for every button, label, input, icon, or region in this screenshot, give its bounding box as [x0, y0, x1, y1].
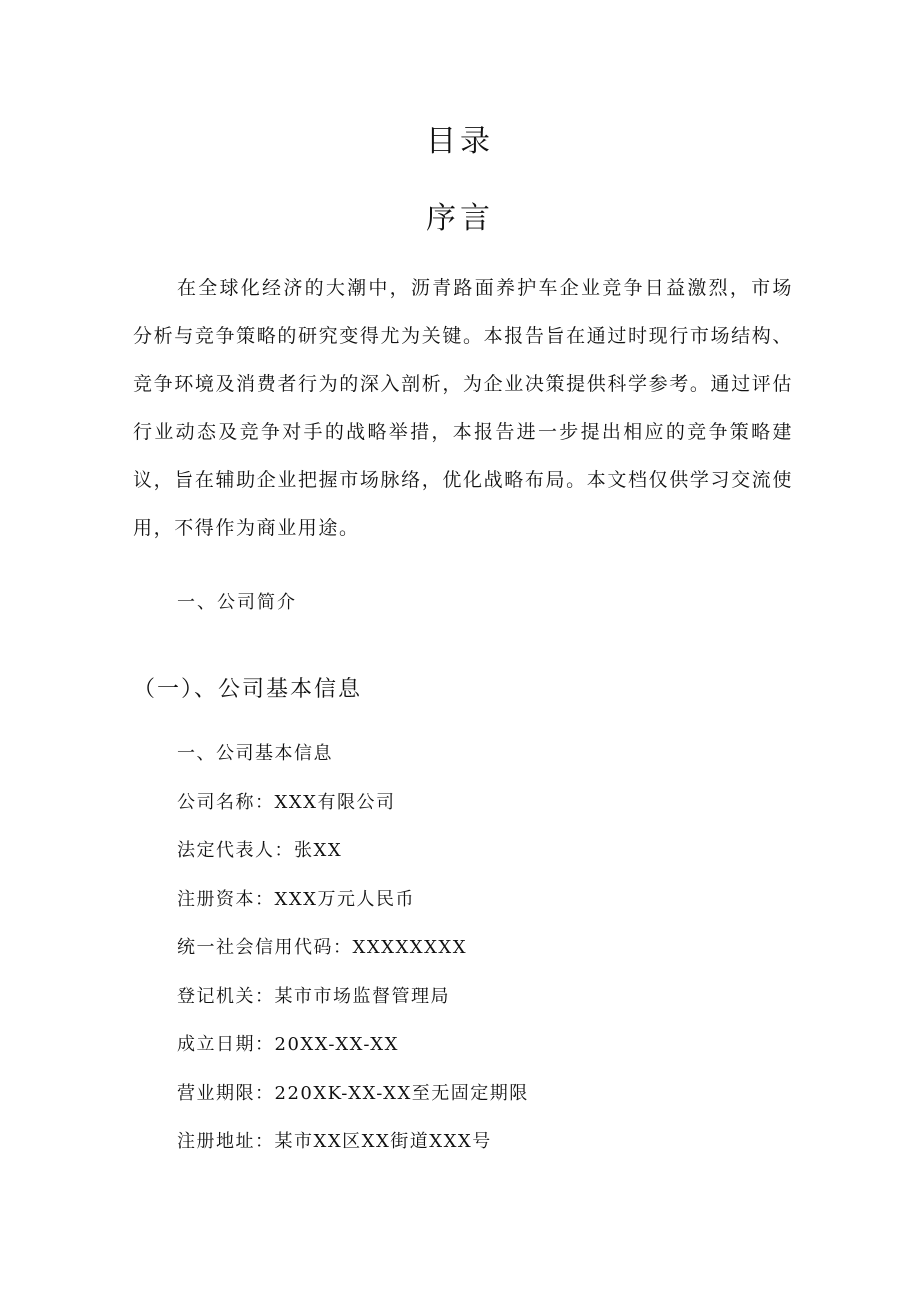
info-item-credit-code: 统一社会信用代码：XXXXXXXX — [177, 937, 468, 958]
info-item-business-term: 营业期限：220XK-XX-XX至无固定期限 — [177, 1082, 529, 1104]
info-item-legal-representative: 法定代表人：张XX — [177, 840, 343, 861]
company-info-list — [177, 738, 529, 1175]
subsection-heading-basic-info: （一）、公司基本信息 — [133, 677, 363, 702]
info-item-company-name: 公司名称：XXX有限公司 — [177, 791, 396, 813]
info-item-registered-address: 注册地址：某市XX区XX街道XXX号 — [177, 1131, 492, 1152]
info-item-establishment-date: 成立日期：20XX-XX-XX — [177, 1034, 399, 1055]
info-heading: 一、公司基本信息 — [177, 743, 333, 764]
preface-title: 序言 — [426, 201, 494, 236]
info-item-registered-capital: 注册资本：XXX万元人民币 — [177, 888, 415, 910]
toc-title: 目录 — [426, 124, 494, 159]
preface-paragraph: 在全球化经济的大潮中，沥青路面养护车企业竞争日益激烈，市场分析与竞争策略的研究变得尤为关键。本报告旨在通过时现行市场结构、竞争环境及消费者行为的深入剖析，为企业决策提供科学参考。通过评估行业动态及竞争对手的战略举措，本报告进一步提出相应的竞争策略建议，旨在辅助企业把握市场脉络，优化战略布局。本文档仅供学习交流使用，不得作为商业用途。 — [133, 277, 793, 539]
section-heading-company-intro: 一、公司简介 — [177, 592, 297, 613]
info-item-registration-authority: 登记机关：某市市场监督管理局 — [177, 985, 450, 1007]
